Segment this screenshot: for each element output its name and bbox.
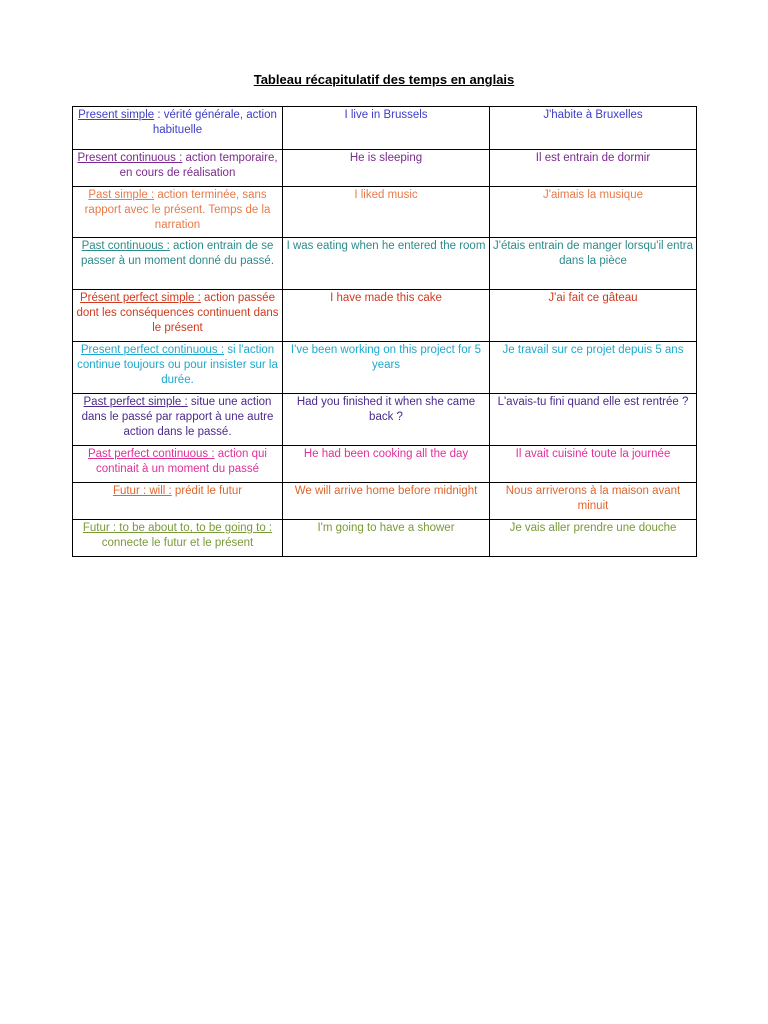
french-translation: Nous arriverons à la maison avant minuit [490,483,697,520]
tense-name: Past simple : [88,189,155,201]
tense-name: Present perfect continuous : [80,344,225,356]
english-example: He had been cooking all the day [283,446,490,483]
french-translation: J'habite à Bruxelles [490,107,697,150]
tense-name: Présent perfect simple : [80,292,201,304]
tense-name: Futur : to be about to, to be going to : [82,522,273,534]
tenses-table-body [73,107,697,557]
table-row [73,187,697,238]
tense-description: action qui continait à un moment du passé [95,448,267,475]
table-row [73,342,697,394]
english-example: Had you finished it when she came back ? [283,394,490,446]
french-translation: Je vais aller prendre une douche [490,520,697,557]
tense-cell [73,342,283,394]
english-example: I liked music [283,187,490,238]
tense-name: Past perfect continuous : [87,448,215,460]
french-translation: Il avait cuisiné toute la journée [490,446,697,483]
english-example: We will arrive home before midnight [283,483,490,520]
table-row [73,238,697,290]
page-title: Tableau récapitulatif des temps en anglais [253,72,515,87]
french-translation: L'avais-tu fini quand elle est rentrée ? [490,394,697,446]
table-row [73,394,697,446]
english-example: I have made this cake [283,290,490,342]
tense-name: Present continuous : [77,152,183,164]
tense-cell [73,150,283,187]
french-translation: J'étais entrain de manger lorsqu'il entra dans la pièce [490,238,697,290]
table-row [73,290,697,342]
table-row [73,150,697,187]
tense-name: Past continuous : [81,240,170,252]
english-example: I'm going to have a shower [283,520,490,557]
french-translation: J'aimais la musique [490,187,697,238]
tense-name: Present simple [78,109,155,121]
tense-description: connecte le futur et le présent [101,537,254,549]
table-row [73,483,697,520]
tenses-table [72,106,697,557]
tense-cell [73,520,283,557]
french-translation: Je travail sur ce projet depuis 5 ans [490,342,697,394]
table-row [73,520,697,557]
tense-description: si l'action continue toujours ou pour insister sur la durée. [77,344,278,386]
tense-cell [73,238,283,290]
tense-description: action entrain de se passer à un moment donné du passé. [80,240,275,267]
english-example: I was eating when he entered the room [283,238,490,290]
tense-description: : vérité générale, action habituelle [152,109,277,136]
english-example: I've been working on this project for 5 years [283,342,490,394]
table-row [73,446,697,483]
tense-cell [73,446,283,483]
tense-cell [73,483,283,520]
table-row [73,107,697,150]
tense-description: prédit le futur [171,485,243,497]
english-example: He is sleeping [283,150,490,187]
tense-name: Past perfect simple : [83,396,188,408]
tense-description: action temporaire, en cours de réalisation [119,152,278,179]
english-example: I live in Brussels [283,107,490,150]
tense-cell [73,187,283,238]
tense-description: situe une action dans le passé par rapport à une autre action dans le passé. [81,396,274,438]
tense-cell [73,107,283,150]
french-translation: Il est entrain de dormir [490,150,697,187]
tense-description: action passée dont les conséquences continuent dans le présent [76,292,279,334]
tense-name: Futur : will : [112,485,172,497]
french-translation: J'ai fait ce gâteau [490,290,697,342]
tense-cell [73,290,283,342]
tense-cell [73,394,283,446]
tense-description: action terminée, sans rapport avec le présent. Temps de la narration [84,189,271,231]
